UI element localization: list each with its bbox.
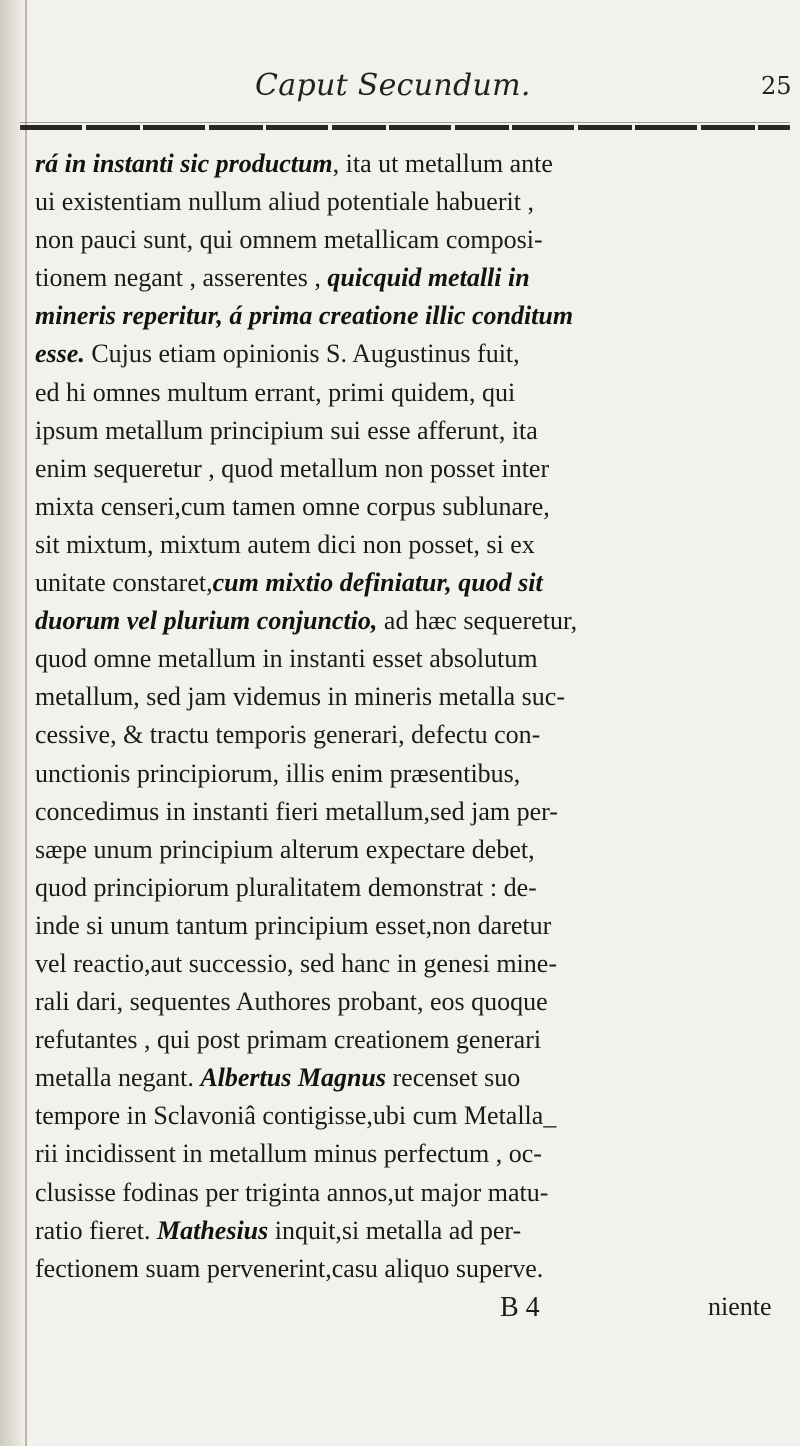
text-line: [35, 1250, 785, 1288]
text-segment: ipsum metallum principium sui esse afferunt, ita: [35, 415, 538, 445]
text-line: [35, 1097, 785, 1135]
signature-mark: B 4: [500, 1292, 540, 1323]
text-segment: tempore in Sclavoniâ contigisse,ubi cum Metalla_: [35, 1101, 557, 1131]
text-line: [35, 412, 785, 450]
text-segment: ratio fieret.: [35, 1215, 157, 1245]
text-line: [35, 602, 785, 640]
binding-shadow: [0, 0, 26, 1446]
text-segment: rali dari, sequentes Authores probant, eos quoque: [35, 987, 548, 1017]
text-line: [35, 259, 785, 297]
text-line: [35, 793, 785, 831]
text-segment: ui existentiam nullum aliud potentiale habuerit ,: [35, 187, 534, 217]
text-line: [35, 945, 785, 983]
text-segment: ed hi omnes multum errant, primi quidem, qui: [35, 377, 516, 407]
text-line: [35, 221, 785, 259]
body-text: [35, 145, 785, 1288]
header-rule: [20, 125, 790, 130]
text-line: [35, 374, 785, 412]
italic-text: cum mixtio definiatur, quod sit: [212, 568, 543, 598]
text-segment: clusisse fodinas per triginta annos,ut major matu-: [35, 1177, 549, 1207]
text-line: [35, 1021, 785, 1059]
text-segment: tionem negant , asserentes ,: [35, 263, 328, 293]
text-line: [35, 450, 785, 488]
text-line: [35, 907, 785, 945]
text-segment: rii incidissent in metallum minus perfectum , oc-: [35, 1139, 542, 1169]
page-header: [0, 68, 800, 112]
text-segment: concedimus in instanti fieri metallum,sed jam per-: [35, 796, 558, 826]
text-segment: cessive, & tractu temporis generari, defectu con-: [35, 720, 541, 750]
italic-text: esse.: [35, 339, 85, 369]
page-number: 25: [761, 72, 792, 100]
gutter-line: [25, 0, 27, 1446]
header-rule-thin: [20, 122, 790, 123]
text-segment: inquit,si metalla ad per-: [268, 1215, 522, 1245]
text-segment: quod omne metallum in instanti esset absolutum: [35, 644, 538, 674]
text-segment: ad hæc sequeretur,: [377, 606, 578, 636]
text-segment: fectionem suam pervenerint,casu aliquo superve.: [35, 1253, 544, 1283]
running-head: Caput Secundum.: [255, 68, 531, 103]
italic-text: rá in instanti sic productum: [35, 149, 333, 178]
text-line: [35, 1059, 785, 1097]
text-segment: non pauci sunt, qui omnem metallicam composi-: [35, 225, 543, 255]
text-segment: metallum, sed jam videmus in mineris metalla suc-: [35, 682, 565, 712]
text-segment: , ita ut metallum ante: [332, 149, 553, 178]
text-segment: enim sequeretur , quod metallum non posset inter: [35, 453, 550, 483]
italic-text: Albertus Magnus: [200, 1063, 387, 1093]
text-line: [35, 1135, 785, 1173]
text-line: [35, 335, 785, 373]
italic-text: Mathesius: [157, 1215, 269, 1245]
italic-text: quicquid metalli in: [327, 263, 530, 293]
text-line: [35, 678, 785, 716]
text-line: [35, 488, 785, 526]
text-segment: unitate constaret,: [35, 568, 213, 598]
catchword: niente: [708, 1292, 772, 1321]
italic-text: mineris reperitur, á prima creatione illic conditum: [35, 301, 574, 331]
text-line: [35, 640, 785, 678]
text-segment: refutantes , qui post primam creationem generari: [35, 1025, 542, 1055]
text-segment: sæpe unum principium alterum expectare debet,: [35, 834, 535, 864]
text-line: [35, 183, 785, 221]
text-line: [35, 755, 785, 793]
text-line: [35, 983, 785, 1021]
text-line: [35, 869, 785, 907]
text-line: [35, 526, 785, 564]
text-line: [35, 297, 785, 335]
text-segment: unctionis principiorum, illis enim præsentibus,: [35, 758, 521, 788]
text-segment: recenset suo: [386, 1063, 521, 1093]
text-line: [35, 716, 785, 754]
text-segment: sit mixtum, mixtum autem dici non posset, si ex: [35, 529, 535, 559]
text-line: [35, 145, 785, 183]
text-line: [35, 1212, 785, 1250]
text-segment: inde si unum tantum principium esset,non daretur: [35, 910, 552, 940]
footer-line: [0, 1292, 800, 1332]
text-line: [35, 831, 785, 869]
text-line: [35, 1174, 785, 1212]
text-segment: quod principiorum pluralitatem demonstrat : de-: [35, 872, 537, 902]
text-segment: vel reactio,aut successio, sed hanc in genesi mine-: [35, 948, 557, 978]
text-line: [35, 564, 785, 602]
text-segment: Cujus etiam opinionis S. Augustinus fuit,: [84, 339, 520, 369]
text-segment: mixta censeri,cum tamen omne corpus sublunare,: [35, 491, 550, 521]
italic-text: duorum vel plurium conjunctio,: [35, 606, 378, 636]
text-segment: metalla negant.: [35, 1063, 201, 1093]
